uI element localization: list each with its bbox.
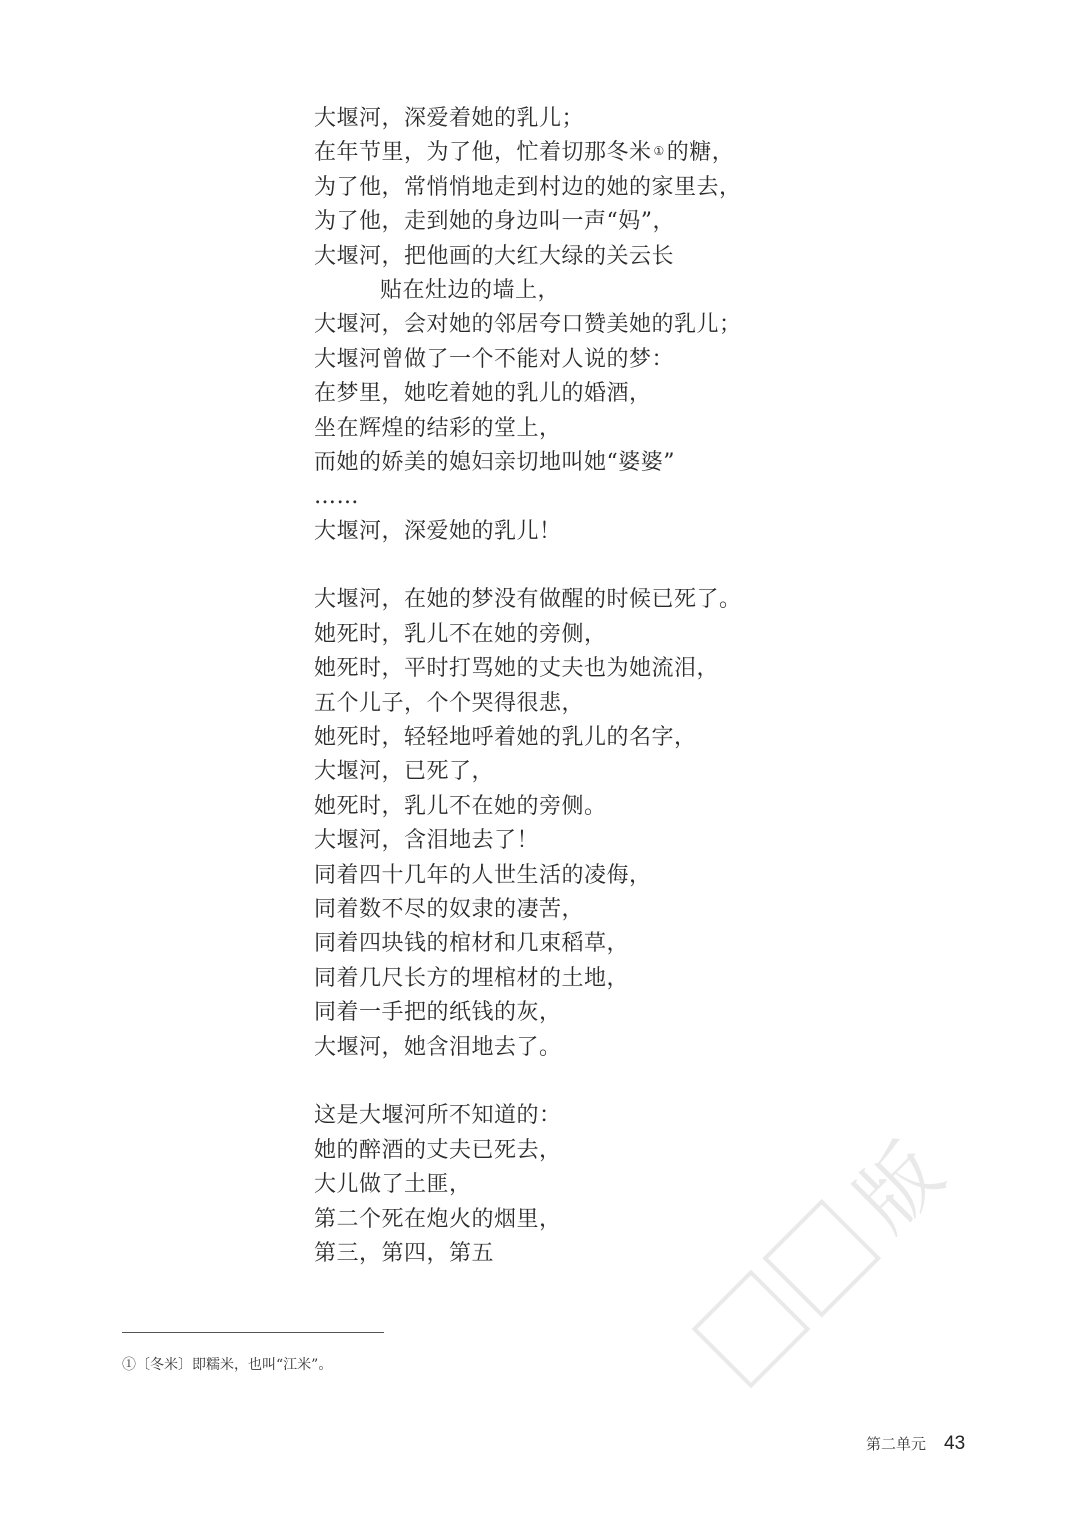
poem-line — [314, 893, 874, 927]
poem-line-text: 贴在灶边的墙上， — [380, 277, 561, 303]
poem-line — [314, 618, 874, 652]
footnote-marker: ① — [653, 144, 665, 159]
poem-line-text: 这是大堰河所不知道的： — [314, 1103, 562, 1129]
poem-line-text: 同着四十几年的人世生活的凌侮， — [314, 862, 652, 888]
footnote-divider — [122, 1332, 384, 1333]
poem-line — [314, 480, 874, 514]
poem-line — [314, 274, 874, 308]
poem-line-text: 为了他，常悄悄地走到村边的她的家里去， — [314, 174, 742, 200]
poem-line — [314, 171, 874, 205]
poem-line-text: 大堰河，深爱着她的乳儿； — [314, 106, 585, 131]
poem-line — [314, 308, 874, 342]
page-footer — [866, 1433, 965, 1455]
poem-line — [314, 205, 874, 239]
poem-line-text: 同着几尺长方的埋棺材的土地， — [314, 965, 630, 991]
poem-line-text: 大堰河，已死了， — [314, 759, 495, 785]
poem-line — [314, 859, 874, 893]
poem-line — [314, 721, 874, 755]
poem-line — [314, 824, 874, 858]
poem-line — [314, 136, 874, 170]
poem-line — [314, 962, 874, 996]
watermark-box-2 — [765, 1202, 878, 1315]
poem-line-text: 大堰河，含泪地去了！ — [314, 828, 540, 854]
unit-label: 第二单元 — [866, 1435, 927, 1453]
poem-line — [314, 687, 874, 721]
poem-line-text: …… — [314, 484, 359, 510]
poem-line-text: 第二个死在炮火的烟里， — [314, 1206, 562, 1232]
poem-line-text: 在年节里，为了他，忙着切那冬米 — [314, 140, 652, 166]
watermark-char: 版 — [837, 1126, 961, 1249]
poem-line — [314, 996, 874, 1030]
poem-line-text-after: 的糖， — [666, 140, 735, 166]
poem-line-text: 五个儿子，个个哭得很悲， — [314, 690, 585, 716]
poem-line — [314, 755, 874, 789]
footnote: ①〔冬米〕即糯米，也叫“江米”。 — [122, 1357, 333, 1373]
poem-line-text: 同着一手把的纸钱的灰， — [314, 1000, 562, 1026]
poem-line — [314, 446, 874, 480]
watermark-box-1 — [694, 1272, 807, 1385]
poem-line-text: 大堰河，在她的梦没有做醒的时候已死了。 — [314, 587, 742, 613]
poem-line — [314, 102, 874, 136]
poem-line — [314, 515, 874, 549]
poem-line-text: 她死时，乳儿不在她的旁侧， — [314, 621, 607, 647]
poem-line — [314, 343, 874, 377]
poem-line-text: 而她的娇美的媳妇亲切地叫她“婆婆” — [314, 449, 675, 475]
poem-line — [314, 583, 874, 617]
page-number: 43 — [944, 1433, 966, 1454]
poem-line-text: 她的醉酒的丈夫已死去， — [314, 1137, 562, 1163]
poem-line-text: 大堰河曾做了一个不能对人说的梦： — [314, 346, 675, 372]
poem-line-text: 大堰河，她含泪地去了。 — [314, 1034, 562, 1060]
poem-line-text: 在梦里，她吃着她的乳儿的婚酒， — [314, 381, 652, 407]
poem-line — [314, 240, 874, 274]
poem-line-text: 大堰河，把他画的大红大绿的关云长 — [314, 243, 675, 269]
poem-line-text: 同着四块钱的棺材和几束稻草， — [314, 931, 630, 957]
poem-line-text: 大堰河，深爱她的乳儿！ — [314, 518, 562, 544]
poem-line-text: 大儿做了土匪， — [314, 1172, 472, 1198]
poem-line-text: 为了他，走到她的身边叫一声“妈”， — [314, 209, 675, 235]
poem-line-text: 坐在辉煌的结彩的堂上， — [314, 415, 562, 441]
poem-line — [314, 927, 874, 961]
poem-line-text: 她死时，乳儿不在她的旁侧。 — [314, 793, 607, 819]
poem-line-text: 大堰河，会对她的邻居夸口赞美她的乳儿； — [314, 312, 742, 338]
poem-line-text: 第三，第四，第五 — [314, 1240, 495, 1266]
poem-line-text: 她死时，轻轻地呼着她的乳儿的名字， — [314, 725, 697, 751]
poem-line — [314, 412, 874, 446]
poem-line — [314, 790, 874, 824]
watermark-stamp — [660, 1040, 1040, 1420]
poem-line — [314, 652, 874, 686]
stanza-break — [314, 549, 874, 583]
poem-line-text: 同着数不尽的奴隶的凄苦， — [314, 896, 585, 922]
poem-line-text: 她死时，平时打骂她的丈夫也为她流泪， — [314, 656, 720, 682]
poem-line — [314, 377, 874, 411]
